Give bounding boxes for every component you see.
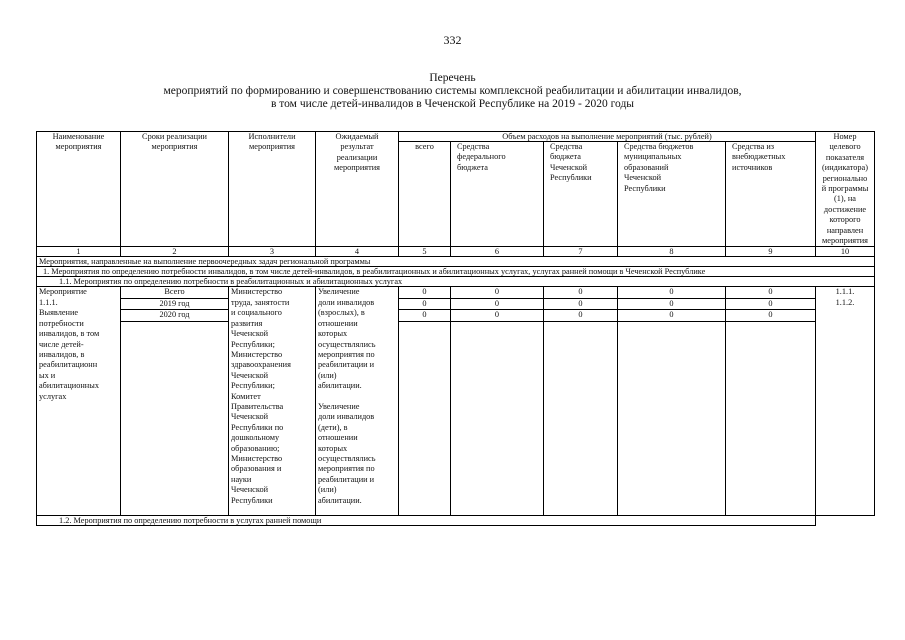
header-expenses-group: Объем расходов на выполнение мероприятий (тыс. рублей) (399, 132, 816, 142)
column-number: 7 (544, 247, 618, 257)
column-number: 4 (316, 247, 399, 257)
title-line-1: Перечень (429, 72, 476, 84)
executors-cell: Министерство труда, занятости и социального развития Чеченской Республики; Министерство здравоохранения Чеченской Республики; Комитет Правительства Чеченской Республики по дошкольному образованию; Министерство образования и науки Чеченской Республики (229, 287, 316, 516)
extra-cell: 0 0 0 (726, 287, 816, 516)
title-line-3: в том числе детей-инвалидов в Чеченской Республике на 2019 - 2020 годы (270, 98, 635, 110)
column-number: 1 (37, 247, 121, 257)
empty-cell (816, 516, 875, 526)
table-row (37, 287, 875, 516)
page-number: 332 (443, 33, 462, 47)
column-number: 5 (399, 247, 451, 257)
title-line-2: мероприятий по формированию и совершенствованию системы комплексной реабилитации и абилитации инвалидов, (163, 85, 742, 97)
header-terms: Сроки реализации мероприятия (121, 132, 229, 247)
header-municipal: Средства бюджетов муниципальных образований Чеченской Республики (618, 142, 726, 247)
header-republic: Средства бюджета Чеченской Республики (544, 142, 618, 247)
expected-result-cell: Увеличение доли инвалидов (взрослых), в отношении которых осуществлялись мероприятия по реабилитации и (или) абилитации. Увеличение доли инвалидов (дети), в отношении которых осуществлялись мероприятия по реабилитации и (или) абилитации. (316, 287, 399, 516)
section-1-2-title: 1.2. Мероприятия по определению потребности в услугах ранней помощи (37, 516, 816, 526)
section-row (37, 277, 875, 287)
column-number: 10 (816, 247, 875, 257)
section-1-1-title: 1.1. Мероприятия по определению потребности в реабилитационных и абилитационных услугах (37, 277, 875, 287)
column-number: 6 (451, 247, 544, 257)
header-name: Наименование мероприятия (37, 132, 121, 247)
column-numbers-row (37, 247, 875, 257)
section-1-title: 1. Мероприятия по определению потребности инвалидов, в том числе детей-инвалидов, в реабилитационных и абилитационных услугах, услугах ранней помощи в Чеченской Республике (37, 267, 875, 277)
indicator-cell: 1.1.1. 1.1.2. (816, 287, 875, 516)
header-federal: Средства федерального бюджета (451, 142, 544, 247)
republic-cell: 0 0 0 (544, 287, 618, 516)
periods-cell: Всего 2019 год 2020 год (121, 287, 229, 516)
total-cell: 0 0 0 (399, 287, 451, 516)
column-number: 3 (229, 247, 316, 257)
header-total: всего (399, 142, 451, 247)
section-main-title: Мероприятия, направленные на выполнение первоочередных задач региональной программы (37, 257, 875, 267)
document-title (0, 72, 905, 111)
measure-name-cell: Мероприятие 1.1.1. Выявление потребности инвалидов, в том числе детей- инвалидов, в реабилитационн ых и абилитационных услугах (37, 287, 121, 516)
federal-cell: 0 0 0 (451, 287, 544, 516)
column-number: 9 (726, 247, 816, 257)
measures-table (36, 131, 875, 526)
column-number: 2 (121, 247, 229, 257)
section-row (37, 257, 875, 267)
header-row-top (37, 132, 875, 142)
header-executors: Исполнители мероприятия (229, 132, 316, 247)
header-extra: Средства из внебюджетных источников (726, 142, 816, 247)
section-row (37, 516, 875, 526)
header-indicator: Номер целевого показателя (индикатора) регионально й программы (1), на достижение которого направлен мероприятия (816, 132, 875, 247)
municipal-cell: 0 0 0 (618, 287, 726, 516)
header-expected-result: Ожидаемый результат реализации мероприятия (316, 132, 399, 247)
section-row (37, 267, 875, 277)
column-number: 8 (618, 247, 726, 257)
